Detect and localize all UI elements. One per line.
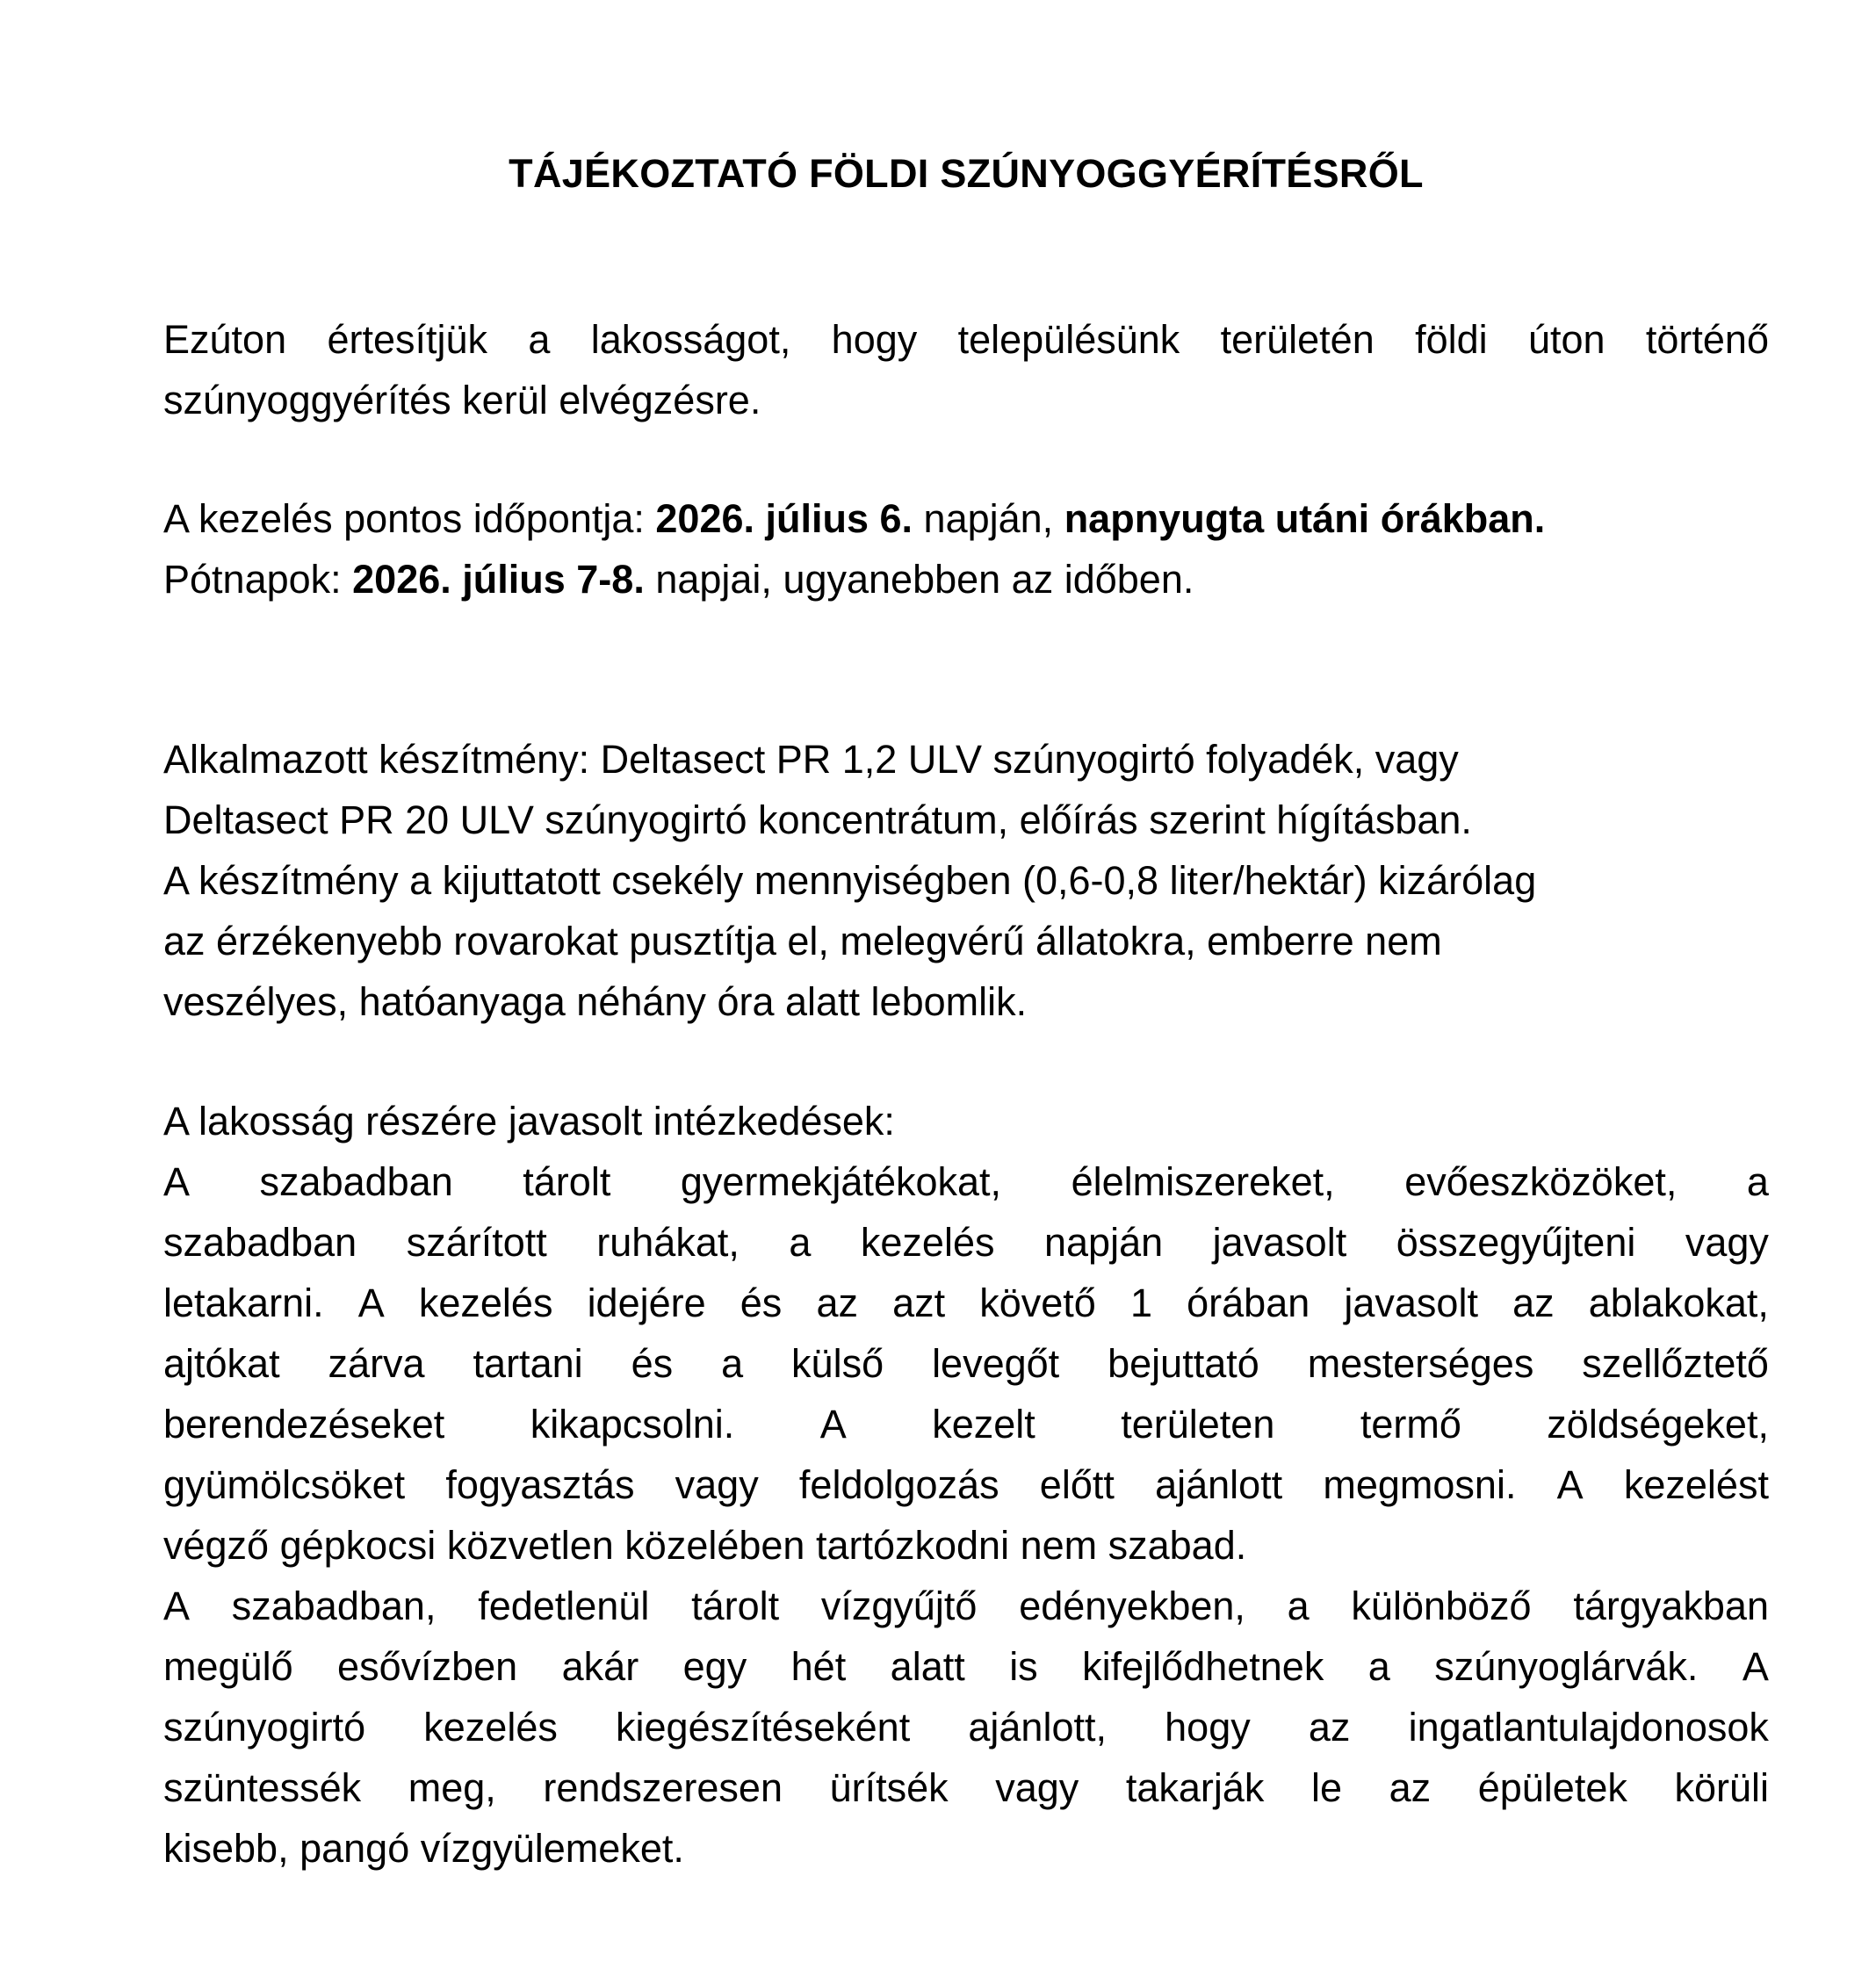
word: az bbox=[1389, 1765, 1432, 1810]
word: is bbox=[1009, 1644, 1038, 1689]
word: akár bbox=[561, 1644, 639, 1689]
word: különböző bbox=[1351, 1584, 1532, 1628]
word: gyümölcsöket bbox=[163, 1462, 406, 1507]
word: A bbox=[1556, 1462, 1584, 1507]
word: ingatlantulajdonosok bbox=[1408, 1705, 1769, 1750]
word: rendszeresen bbox=[543, 1765, 783, 1810]
measures-line-6 bbox=[163, 1454, 1769, 1515]
word: és bbox=[631, 1341, 674, 1386]
word: előtt bbox=[1039, 1462, 1115, 1507]
word: a bbox=[1287, 1584, 1310, 1628]
intro-line-2: szúnyoggyérítés kerül elvégzésre. bbox=[163, 378, 761, 422]
word: az bbox=[1512, 1281, 1555, 1325]
word: vagy bbox=[1685, 1220, 1769, 1265]
document-title: TÁJÉKOZTATÓ FÖLDI SZÚNYOGGYÉRÍTÉSRŐL bbox=[509, 151, 1424, 196]
word: órában bbox=[1187, 1281, 1310, 1325]
word: A bbox=[357, 1281, 385, 1325]
word: követő bbox=[979, 1281, 1096, 1325]
word: szárított bbox=[406, 1220, 547, 1265]
word: élelmiszereket, bbox=[1071, 1159, 1335, 1204]
measures-line-12: kisebb, pangó vízgyülemeket. bbox=[163, 1826, 684, 1871]
word: kezelés bbox=[860, 1220, 995, 1265]
word: épületek bbox=[1477, 1765, 1627, 1810]
measures-line-3 bbox=[163, 1273, 1769, 1333]
word: kikapcsolni. bbox=[530, 1402, 735, 1447]
word: levegőt bbox=[932, 1341, 1060, 1386]
word: úton bbox=[1527, 317, 1605, 362]
word: a bbox=[789, 1220, 812, 1265]
word: az bbox=[1308, 1705, 1351, 1750]
word: szabadban bbox=[163, 1220, 357, 1265]
backup-days-line bbox=[163, 549, 1769, 610]
word: vagy bbox=[675, 1462, 759, 1507]
word: területén bbox=[1220, 317, 1375, 362]
word: kezelt bbox=[932, 1402, 1035, 1447]
word: szúnyogirtó bbox=[163, 1705, 366, 1750]
product-line-5: veszélyes, hatóanyaga néhány óra alatt lebomlik. bbox=[163, 979, 1028, 1024]
word: szabadban bbox=[259, 1159, 453, 1204]
product-line-3: A készítmény a kijuttatott csekély mennyiségben (0,6-0,8 liter/hektár) kizárólag bbox=[163, 858, 1537, 903]
word: fogyasztás bbox=[445, 1462, 635, 1507]
word: földi bbox=[1415, 317, 1488, 362]
word: hét bbox=[790, 1644, 847, 1689]
word: megülő bbox=[163, 1644, 293, 1689]
measures-line-10 bbox=[163, 1697, 1769, 1757]
word: a bbox=[528, 317, 551, 362]
word: hogy bbox=[831, 317, 918, 362]
word: körüli bbox=[1674, 1765, 1769, 1810]
word: tárolt bbox=[523, 1159, 611, 1204]
word: ürítsék bbox=[829, 1765, 949, 1810]
word: javasolt bbox=[1212, 1220, 1347, 1265]
product-line-2: Deltasect PR 20 ULV szúnyogirtó koncentrátum, előírás szerint hígításban. bbox=[163, 797, 1472, 842]
word: és bbox=[740, 1281, 783, 1325]
word: fedetlenül bbox=[478, 1584, 650, 1628]
measures-line-7: végző gépkocsi közvetlen közelében tartózkodni nem szabad. bbox=[163, 1523, 1247, 1568]
word: A bbox=[163, 1159, 191, 1204]
word: meg, bbox=[408, 1765, 496, 1810]
word: lakosságot, bbox=[590, 317, 791, 362]
word: területen bbox=[1121, 1402, 1275, 1447]
word: ruhákat, bbox=[596, 1220, 740, 1265]
word: Ezúton bbox=[163, 317, 287, 362]
intro-line-1 bbox=[163, 309, 1769, 370]
word: értesítjük bbox=[327, 317, 488, 362]
treatment-time: napnyugta utáni órákban. bbox=[1064, 496, 1546, 541]
treatment-date-mid: napján, bbox=[913, 496, 1064, 541]
word: edényekben, bbox=[1019, 1584, 1245, 1628]
word: tartani bbox=[473, 1341, 583, 1386]
word: az bbox=[816, 1281, 858, 1325]
word: településünk bbox=[957, 317, 1180, 362]
word: le bbox=[1311, 1765, 1343, 1810]
word: összegyűjteni bbox=[1396, 1220, 1636, 1265]
word: bejuttató bbox=[1108, 1341, 1259, 1386]
measures-line-9 bbox=[163, 1636, 1769, 1697]
word: hogy bbox=[1165, 1705, 1251, 1750]
measures-paragraph bbox=[163, 1091, 1769, 1879]
word: javasolt bbox=[1344, 1281, 1478, 1325]
word: kezelés bbox=[418, 1281, 553, 1325]
word: berendezéseket bbox=[163, 1402, 445, 1447]
word: külső bbox=[791, 1341, 884, 1386]
word: vagy bbox=[995, 1765, 1079, 1810]
word: takarják bbox=[1125, 1765, 1265, 1810]
measures-heading: A lakosság részére javasolt intézkedések: bbox=[163, 1099, 895, 1144]
word: kifejlődhetnek bbox=[1082, 1644, 1324, 1689]
word: napján bbox=[1043, 1220, 1164, 1265]
word: ablakokat, bbox=[1588, 1281, 1769, 1325]
word: egy bbox=[682, 1644, 747, 1689]
product-line-1: Alkalmazott készítmény: Deltasect PR 1,2 ULV szúnyogirtó folyadék, vagy bbox=[163, 737, 1459, 782]
measures-line-8 bbox=[163, 1576, 1769, 1636]
word: zöldségeket, bbox=[1547, 1402, 1769, 1447]
word: ajánlott bbox=[1155, 1462, 1283, 1507]
word: esővízben bbox=[337, 1644, 518, 1689]
measures-line-1 bbox=[163, 1151, 1769, 1212]
word: szüntessék bbox=[163, 1765, 362, 1810]
word: zárva bbox=[328, 1341, 425, 1386]
word: 1 bbox=[1129, 1281, 1152, 1325]
word: szúnyoglárvák. bbox=[1434, 1644, 1699, 1689]
word: kezelés bbox=[423, 1705, 558, 1750]
backup-days-date: 2026. július 7-8. bbox=[352, 557, 645, 602]
word: evőeszközöket, bbox=[1404, 1159, 1678, 1204]
word: szabadban, bbox=[231, 1584, 437, 1628]
word: A bbox=[163, 1584, 191, 1628]
word: idejére bbox=[587, 1281, 706, 1325]
measures-line-4 bbox=[163, 1333, 1769, 1394]
word: kiegészítéseként bbox=[616, 1705, 911, 1750]
word: mesterséges bbox=[1307, 1341, 1534, 1386]
word: A bbox=[819, 1402, 847, 1447]
treatment-date-line bbox=[163, 488, 1769, 549]
measures-line-5 bbox=[163, 1394, 1769, 1454]
backup-days-label: Pótnapok: bbox=[163, 557, 353, 602]
word: megmosni. bbox=[1323, 1462, 1517, 1507]
product-paragraph bbox=[163, 729, 1769, 1032]
product-line-4: az érzékenyebb rovarokat pusztítja el, melegvérű állatokra, emberre nem bbox=[163, 919, 1442, 963]
word: a bbox=[1746, 1159, 1769, 1204]
word: gyermekjátékokat, bbox=[680, 1159, 1002, 1204]
word: azt bbox=[892, 1281, 946, 1325]
word: tárgyakban bbox=[1573, 1584, 1769, 1628]
word: a bbox=[1367, 1644, 1390, 1689]
word: feldolgozás bbox=[798, 1462, 999, 1507]
intro-paragraph bbox=[163, 309, 1769, 430]
word: letakarni. bbox=[163, 1281, 324, 1325]
word: szellőztető bbox=[1582, 1341, 1769, 1386]
word: tárolt bbox=[691, 1584, 780, 1628]
measures-line-11 bbox=[163, 1757, 1769, 1818]
word: a bbox=[721, 1341, 744, 1386]
word: történő bbox=[1645, 317, 1769, 362]
word: A bbox=[1742, 1644, 1769, 1689]
word: kezelést bbox=[1623, 1462, 1769, 1507]
word: vízgyűjtő bbox=[820, 1584, 978, 1628]
treatment-date: 2026. július 6. bbox=[655, 496, 913, 541]
backup-days-suffix: napjai, ugyanebben az időben. bbox=[644, 557, 1194, 602]
measures-line-2 bbox=[163, 1212, 1769, 1273]
word: ajánlott, bbox=[968, 1705, 1107, 1750]
word: ajtókat bbox=[163, 1341, 280, 1386]
word: termő bbox=[1360, 1402, 1461, 1447]
word: alatt bbox=[890, 1644, 965, 1689]
schedule-paragraph bbox=[163, 488, 1769, 610]
treatment-date-label: A kezelés pontos időpontja: bbox=[163, 496, 656, 541]
